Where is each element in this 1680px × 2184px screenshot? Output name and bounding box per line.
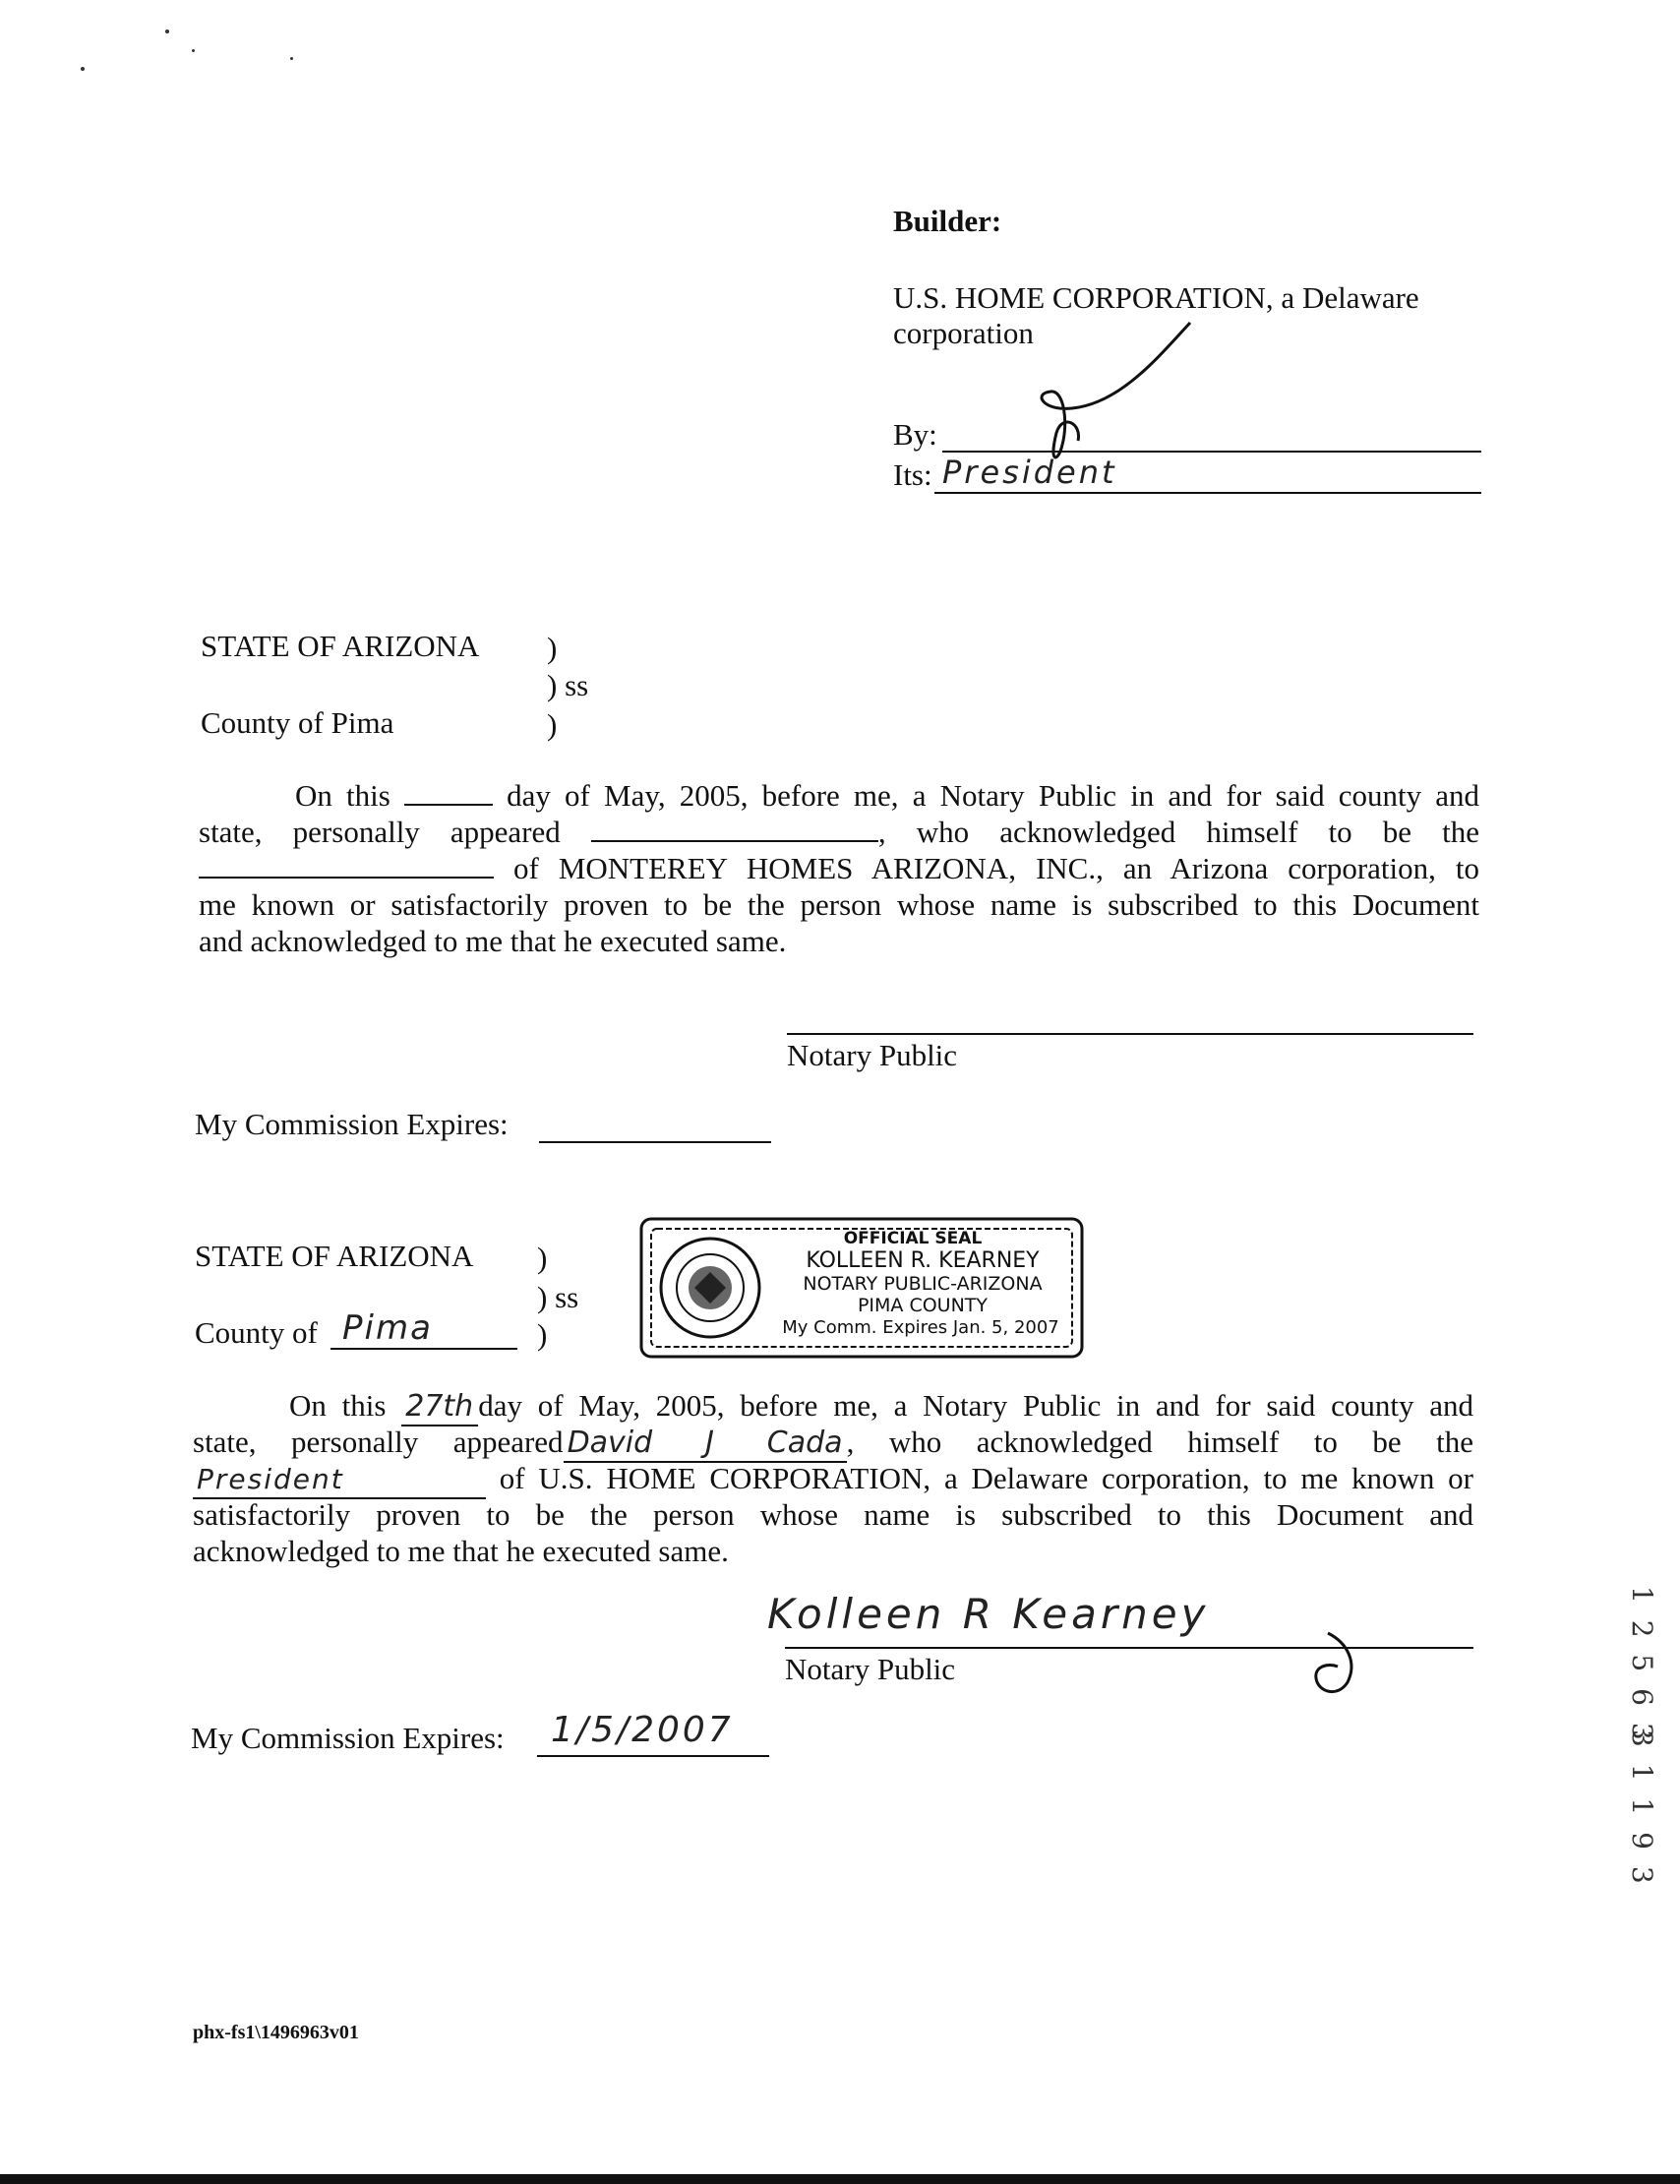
ack1-notary-label: Notary Public	[787, 1038, 958, 1072]
ack1-row3-b: of MONTEREY HOMES ARIZONA, INC., an Arizona corporation, to	[513, 851, 1479, 885]
ack2-row1-a: On this	[289, 1388, 387, 1423]
ack1-title-blank	[199, 851, 494, 879]
ack1-row5: and acknowledged to me that he executed same.	[199, 924, 787, 958]
ack2-row5: acknowledged to me that he executed same.	[193, 1534, 729, 1568]
scan-speck	[165, 30, 169, 33]
ack2-notary-label: Notary Public	[785, 1652, 956, 1686]
ack2-row2-b: , who acknowledged himself to be the	[846, 1425, 1473, 1459]
ack2-paragraph	[193, 1387, 1473, 1569]
venue2-county-value: Pima	[342, 1308, 433, 1348]
notary-signature-flourish	[1298, 1623, 1377, 1702]
its-label: Its:	[893, 457, 932, 492]
builder-company-line1: U.S. HOME CORPORATION, a Delaware	[893, 280, 1419, 315]
ack2-title-value: President	[193, 1461, 486, 1499]
seal-name: KOLLEEN R. KEARNEY	[806, 1248, 1040, 1273]
venue1-paren-top: )	[547, 631, 558, 665]
ack1-commission-line	[539, 1141, 771, 1143]
ack1-row2-a: state, personally appeared	[199, 815, 561, 849]
ack1-notary-line	[787, 1033, 1473, 1035]
builder-heading: Builder:	[893, 204, 1002, 238]
seal-expires: My Comm. Expires Jan. 5, 2007	[782, 1317, 1059, 1338]
ack1-row4: me known or satisfactorily proven to be the person whose name is subscribed to this Document	[199, 887, 1479, 922]
ack1-paragraph	[199, 777, 1479, 959]
its-line	[934, 492, 1481, 494]
ack2-row4: satisfactorily proven to be the person whose name is subscribed to this Document and	[193, 1497, 1473, 1532]
its-value: President	[942, 454, 1117, 491]
venue2-county-label: County of	[195, 1315, 318, 1350]
builder-company-line2: corporation	[893, 316, 1034, 350]
side-number-bottom: 3 1 1 9 3	[1626, 1729, 1658, 1888]
by-signature-line	[942, 451, 1481, 453]
ack2-row3-b: of U.S. HOME CORPORATION, a Delaware corporation, to me known or	[499, 1461, 1474, 1495]
footer-doc-id: phx-fs1\1496963v01	[193, 2022, 359, 2043]
seal-role: NOTARY PUBLIC-ARIZONA	[803, 1273, 1043, 1295]
ack2-commission-value: 1/5/2007	[551, 1710, 734, 1750]
ack2-name-value: David J Cada	[564, 1425, 847, 1463]
venue2-county-line	[330, 1348, 517, 1350]
scan-speck	[81, 67, 85, 71]
ack1-row1-a: On this	[295, 778, 390, 813]
ack2-row1-b: day of May, 2005, before me, a Notary Public in and for said county and	[478, 1388, 1473, 1423]
seal-title: OFFICIAL SEAL	[843, 1229, 983, 1248]
ack1-row1-b: day of May, 2005, before me, a Notary Public in and for said county and	[507, 778, 1480, 813]
ack1-row2-b: , who acknowledged himself to be the	[877, 815, 1479, 849]
venue2-paren-top: )	[537, 1241, 548, 1275]
venue1-state: STATE OF ARIZONA	[201, 629, 480, 663]
by-label: By:	[893, 417, 937, 452]
venue2-state: STATE OF ARIZONA	[195, 1239, 474, 1273]
venue2-paren-bottom: )	[537, 1317, 548, 1352]
scan-speck	[192, 49, 195, 52]
ack1-day-blank	[404, 778, 493, 806]
seal-county: PIMA COUNTY	[857, 1295, 989, 1316]
side-number-top: 1 2 5 6 3	[1626, 1586, 1658, 1744]
scan-speck	[290, 57, 293, 60]
venue1-county: County of Pima	[201, 705, 394, 740]
venue1-ss: ) ss	[547, 668, 589, 702]
ack2-commission-line	[537, 1755, 769, 1757]
scan-bottom-border	[0, 2174, 1680, 2184]
venue1-paren-bottom: )	[547, 707, 558, 742]
ack1-name-blank	[591, 815, 878, 842]
ack2-row2-a: state, personally appeared	[193, 1425, 564, 1459]
ack2-notary-line	[785, 1647, 1473, 1649]
ack1-commission-label: My Commission Expires:	[195, 1107, 509, 1141]
venue2-ss: ) ss	[537, 1280, 579, 1314]
notary-signature: Kolleen R Kearney	[767, 1590, 1210, 1638]
ack2-day-value: 27th	[401, 1388, 478, 1426]
notary-seal-stamp	[637, 1215, 1086, 1361]
ack2-commission-label: My Commission Expires:	[191, 1721, 505, 1755]
